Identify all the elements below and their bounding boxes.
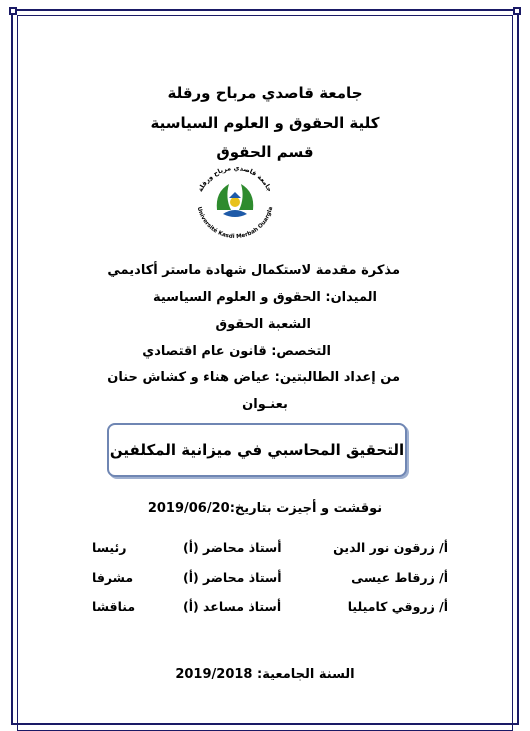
thesis-title: التحقيق المحاسبي في ميزانية المكلفين bbox=[109, 441, 405, 459]
thesis-title-box bbox=[107, 423, 407, 477]
committee-rank-2: أستاذ محاضر (أ) bbox=[183, 570, 282, 585]
committee-role-3: مناقشا bbox=[92, 599, 136, 614]
students-line: من إعداد الطالبتين: عياض هناء و كشاش حنان bbox=[107, 370, 400, 385]
university-logo bbox=[185, 162, 285, 242]
defense-date: نوقشت و أجيزت بتاريخ:2019/06/20 bbox=[147, 501, 383, 516]
committee-name-1: أ/ زرقون نور الدين bbox=[333, 540, 448, 555]
department-name: قسم الحقوق bbox=[216, 143, 314, 161]
academic-year: السنة الجامعية: 2019/2018 bbox=[175, 667, 355, 682]
committee-role-1: رئيسا bbox=[92, 540, 127, 555]
logo-emblem bbox=[217, 184, 254, 217]
committee-role-2: مشرفا bbox=[92, 570, 134, 585]
field-line: الميدان: الحقوق و العلوم السياسية bbox=[152, 290, 377, 305]
specialty-line: التخصص: قانون عام اقتصادي bbox=[142, 344, 331, 359]
branch-line: الشعبة الحقوق bbox=[215, 317, 311, 332]
committee-name-2: أ/ زرقاط عيسى bbox=[351, 570, 448, 585]
title-label: بعنـوان bbox=[242, 397, 288, 412]
logo-arc-top-text: جامعة قاصدي مرباح ورقلة bbox=[196, 163, 274, 194]
border-corner-top-right bbox=[513, 7, 521, 15]
committee-name-3: أ/ زروقي كاميليا bbox=[347, 599, 448, 614]
logo-arc-bottom-text: Université Kasdi Merbah Ouargla bbox=[195, 206, 275, 241]
memo-line: مذكرة مقدمة لاستكمال شهادة ماستر أكاديمي bbox=[107, 263, 400, 278]
svg-text:جامعة قاصدي مرباح ورقلة bbox=[196, 164, 274, 193]
committee-rank-3: أستاذ مساعد (أ) bbox=[183, 599, 282, 614]
university-name: جامعة قاصدي مرباح ورقلة bbox=[167, 84, 363, 102]
faculty-name: كلية الحقوق و العلوم السياسية bbox=[150, 114, 380, 132]
border-corner-top-left bbox=[9, 7, 17, 15]
committee-rank-1: أستاذ محاضر (أ) bbox=[183, 540, 282, 555]
